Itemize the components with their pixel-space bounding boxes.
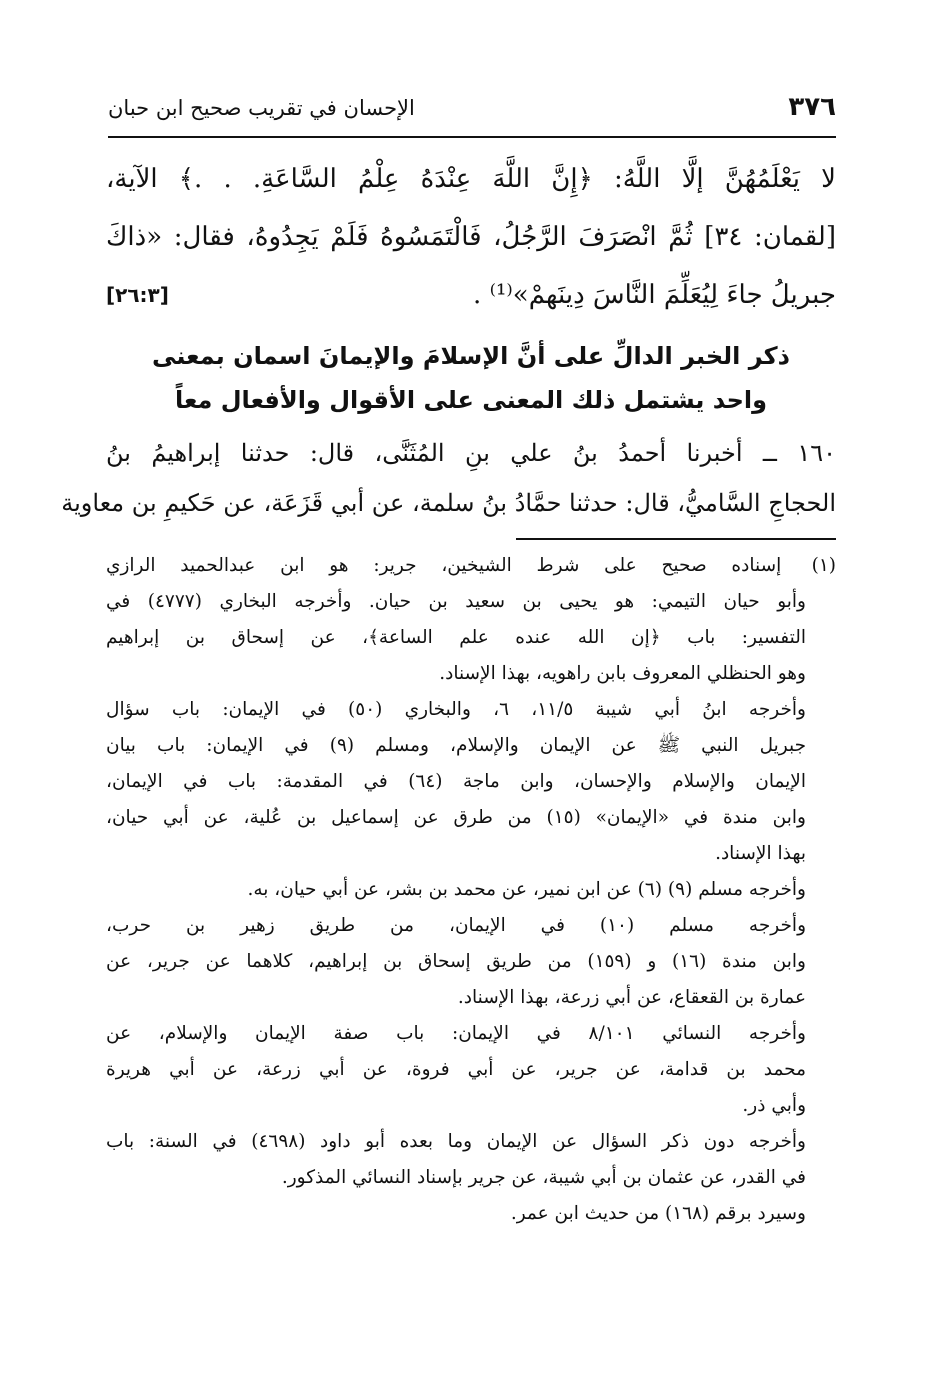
footnote-line: بهذا الإسناد. xyxy=(715,843,806,864)
main-text xyxy=(61,150,836,528)
footnote-line: وأبو حيان التيمي: هو يحيى بن سعيد بن حيان. وأخرجه البخاري (٤٧٧٧) في xyxy=(106,591,806,612)
footnote-line: وابن مندة (١٦) و (١٥٩) من طريق إسحاق بن إبراهيم، كلاهما عن جرير، عن xyxy=(106,951,806,972)
footnote-line: الإيمان والإسلام والإحسان، وابن ماجة (٦٤) في المقدمة: باب في الإيمان، xyxy=(106,771,806,792)
footnote-line xyxy=(106,548,836,584)
main-text-line: [لقمان: ٣٤] ثُمَّ انْصَرَفَ الرَّجُلُ، فَالْتَمَسُوهُ فَلَمْ يَجِدُوهُ، فقال: «ذاكَ xyxy=(106,222,836,252)
footnote-line: وأخرجه مسلم (١٠) في الإيمان، من طريق زهير بن حرب، xyxy=(106,915,807,936)
chapter-heading xyxy=(106,334,836,422)
footnote-line: عمارة بن القعقاع، عن أبي زرعة، بهذا الإسناد. xyxy=(457,987,806,1008)
footnote-number: (١) xyxy=(811,555,836,576)
footnote-line: محمد بن قدامة، عن جرير، عن أبي فروة، عن أبي زرعة، عن أبي هريرة xyxy=(106,1059,806,1080)
chapter-heading-line: واحد يشتمل ذلك المعنى على الأقوال والأفعال معاً xyxy=(174,386,768,414)
footnote-line: وأخرجه مسلم (٩) (٦) عن ابن نمير، عن محمد بن بشر، عن أبي حيان، به. xyxy=(247,879,806,900)
volume-reference: [٢٦:٣] xyxy=(106,283,169,307)
footnotes xyxy=(106,548,836,1232)
footnote-line: وسيرد برقم (١٦٨) من حديث ابن عمر. xyxy=(510,1203,806,1224)
hadith-text xyxy=(61,428,836,528)
main-text-line: جبريلُ جاءَ لِيُعَلِّمَ النَّاسَ دِينَهمْ»⁽¹⁾ . xyxy=(473,280,836,310)
footnote-line: وأبي ذر. xyxy=(742,1095,806,1116)
hadith-line: الحجاجِ السَّاميُّ، قال: حدثنا حمَّادُ بنُ سلمة، عن أبي قَزَعَة، عن حَكيمِ بن معاوية xyxy=(61,489,836,517)
footnote-text: إسناده صحيح على شرط الشيخين، جرير: هو ابن عبدالحميد الرازي xyxy=(106,555,782,576)
footnote-line: في القدر، عن عثمان بن أبي شيبة، عن جرير بإسناد النسائي المذكور. xyxy=(281,1167,806,1188)
footnote-line: التفسير: باب ﴿إن الله عنده علم الساعة﴾، عن إسحاق بن إبراهيم xyxy=(106,627,806,648)
running-title: الإحسان في تقريب صحيح ابن حبان xyxy=(108,96,415,120)
footnote-line: جبريل النبي ﷺ عن الإيمان والإسلام، ومسلم (٩) في الإيمان: باب بيان xyxy=(106,735,807,756)
main-text-line-last xyxy=(106,266,836,324)
footnote-line: وأخرجه ابنُ أبي شيبة ١١/٥، ٦، والبخاري (٥٠) في الإيمان: باب سؤال xyxy=(106,699,806,720)
footnote-line: وأخرجه النسائي ٨/١٠١ في الإيمان: باب صفة الإيمان والإسلام، عن xyxy=(106,1023,806,1044)
footnote-line: وأخرجه دون ذكر السؤال عن الإيمان وما بعده أبو داود (٤٦٩٨) في السنة: باب xyxy=(106,1131,806,1152)
main-text-line: لا يَعْلَمُهُنَّ إلَّا اللَّهُ: ﴿إِنَّ اللَّهَ عِنْدَهُ عِلْمُ السَّاعَةِ. . .﴾ الآية، xyxy=(106,164,836,194)
hadith-line: ١٦٠ ــ أخبرنا أحمدُ بنُ علي بنِ المُثَنَّى، قال: حدثنا إبراهيمُ بنُ xyxy=(106,439,836,467)
page-header xyxy=(108,92,836,138)
page-number: ٣٧٦ xyxy=(788,92,836,122)
footnote-line: وهو الحنظلي المعروف بابن راهويه، بهذا الإسناد. xyxy=(439,663,806,684)
chapter-heading-line: ذكر الخبر الدالِّ على أنَّ الإسلامَ والإيمانَ اسمان بمعنى xyxy=(152,342,790,370)
footnote-divider xyxy=(516,538,836,540)
footnote-line: وابن مندة في «الإيمان» (١٥) من طرق عن إسماعيل بن عُلية، عن أبي حيان، xyxy=(106,807,806,828)
